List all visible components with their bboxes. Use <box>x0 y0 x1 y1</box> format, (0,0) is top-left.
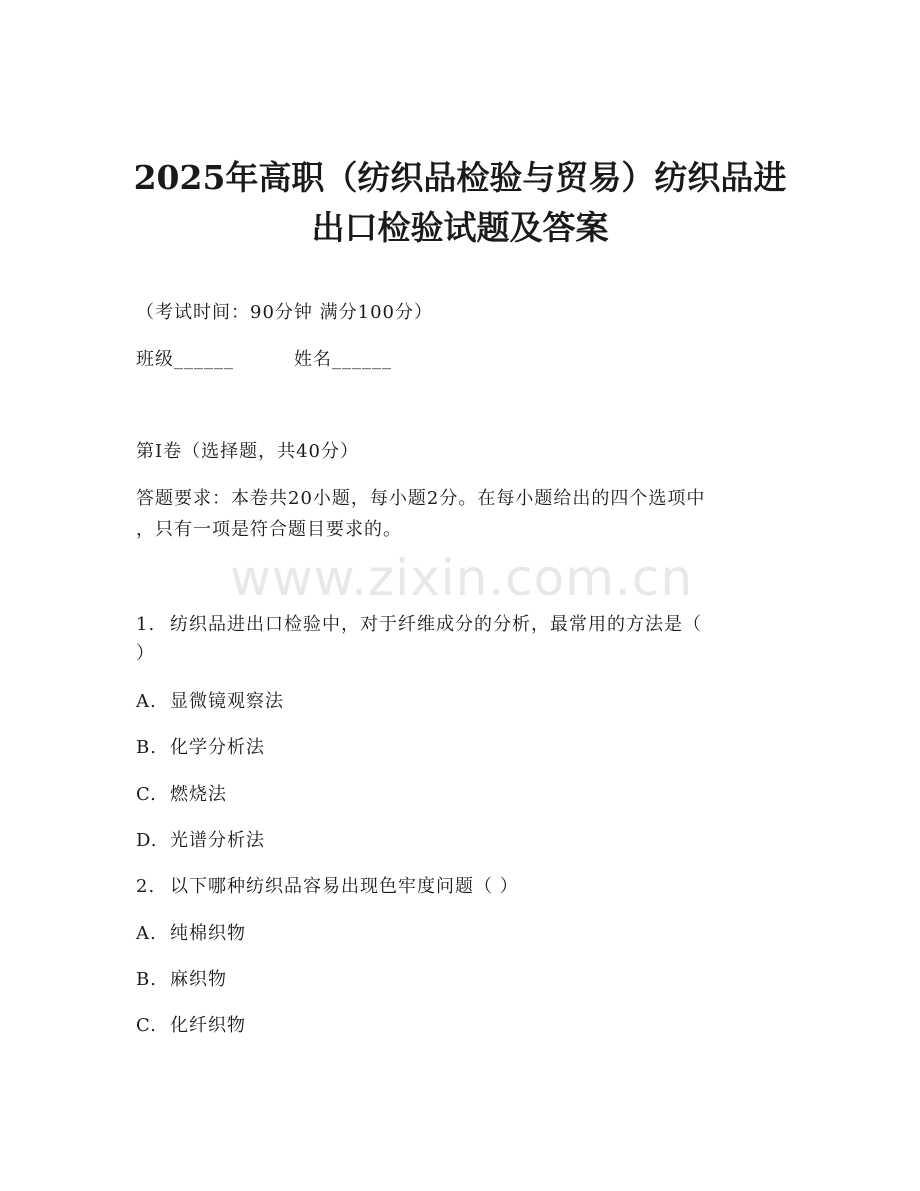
document-title-line-2: 出口检验试题及答案 <box>311 208 609 247</box>
name-field: 姓名______ <box>294 349 392 370</box>
question-1-option-d <box>136 829 265 853</box>
question-2-option-b <box>136 968 227 992</box>
document-title-line-1: 2025年高职（纺织品检验与贸易）纺织品进 <box>133 158 787 197</box>
option-text: 麻织物 <box>170 969 227 990</box>
question-1 <box>136 613 702 637</box>
option-letter: D. <box>136 830 158 851</box>
option-letter: C. <box>136 784 157 805</box>
option-letter: B. <box>136 737 157 758</box>
watermark: www.zixin.com.cn <box>230 549 694 607</box>
question-number: 2. <box>136 876 156 897</box>
option-text: 燃烧法 <box>170 784 227 805</box>
option-letter: A. <box>136 923 157 944</box>
question-1-option-c <box>136 783 227 807</box>
question-1-continuation: ） <box>136 643 155 664</box>
exam-info: （考试时间：90分钟 满分100分） <box>136 302 433 323</box>
class-field: 班级______ <box>136 349 234 370</box>
question-text: 纺织品进出口检验中，对于纤维成分的分析，最常用的方法是（ <box>170 614 702 635</box>
question-number: 1. <box>136 614 156 635</box>
answer-requirement-line-1: 答题要求：本卷共20小题，每小题2分。在每小题给出的四个选项中 <box>136 488 706 509</box>
question-1-option-a <box>136 690 284 714</box>
option-text: 显微镜观察法 <box>170 691 284 712</box>
question-2 <box>136 875 519 899</box>
question-2-option-c <box>136 1014 246 1038</box>
option-letter: C. <box>136 1015 157 1036</box>
question-1-option-b <box>136 736 265 760</box>
option-letter: A. <box>136 691 157 712</box>
option-text: 化纤织物 <box>170 1015 246 1036</box>
question-text: 以下哪种纺织品容易出现色牢度问题（ ） <box>170 876 519 897</box>
option-text: 纯棉织物 <box>170 923 246 944</box>
question-2-option-a <box>136 922 246 946</box>
option-text: 光谱分析法 <box>170 830 265 851</box>
option-text: 化学分析法 <box>170 737 265 758</box>
section-title: 第I卷（选择题，共40分） <box>136 441 360 462</box>
option-letter: B. <box>136 969 157 990</box>
answer-requirement-line-2: ，只有一项是符合题目要求的。 <box>136 519 402 540</box>
